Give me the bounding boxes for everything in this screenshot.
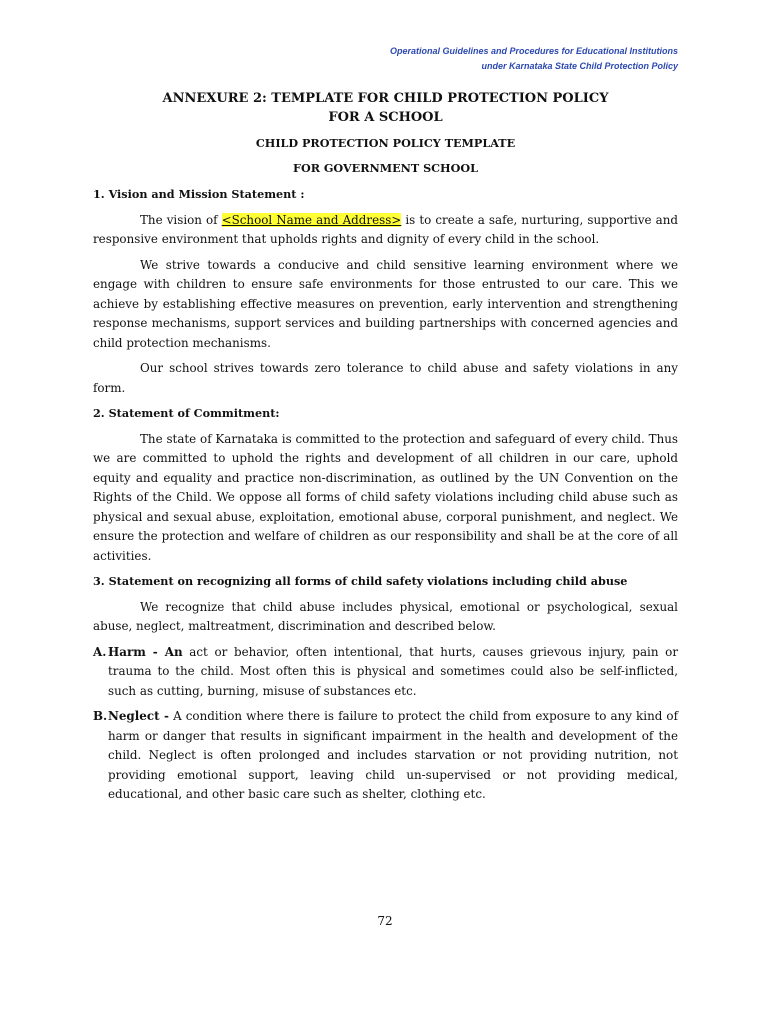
- list-item-marker: A.: [93, 644, 107, 659]
- section-3-heading: 3. Statement on recognizing all forms of child safety violations including child abuse: [93, 574, 628, 588]
- page-title-line2: FOR A SCHOOL: [328, 110, 443, 125]
- subtitle-policy-template: CHILD PROTECTION POLICY TEMPLATE: [255, 136, 516, 150]
- running-header-line1: Operational Guidelines and Procedures for Educational Institutions: [389, 46, 678, 56]
- list-item-text: A condition where there is failure to protect the child from exposure to any kind of harm or danger that results in significant impairment in the health and development of the child. Neglect is often prolonged and includes starvation or not providing nutrition, not providing emotional support, leaving child un-supervised or not providing medical, educational, and other basic care such as shelter, clothing etc.: [108, 709, 678, 801]
- school-name-placeholder: <School Name and Address>: [221, 212, 402, 227]
- section-1-paragraph-3: Our school strives towards zero tolerance to child abuse and safety violations in any form.: [93, 361, 678, 395]
- section-3-paragraph-1: We recognize that child abuse includes physical, emotional or psychological, sexual abuse, neglect, maltreatment, discrimination and described below.: [93, 599, 678, 633]
- vision-text-end: is to create a safe, nurturing, supportive and responsive environment that upholds rights and dignity of every child in the school.: [93, 212, 679, 246]
- page-content: [93, 89, 678, 811]
- list-item-neglect: [93, 707, 678, 805]
- running-header-line2: under Karnataka State Child Protection Policy: [481, 61, 678, 71]
- list-item-term: Neglect -: [108, 709, 169, 723]
- section-1-paragraph-1: [93, 211, 678, 250]
- list-item-marker: B.: [93, 709, 108, 723]
- page-number: 72: [377, 914, 393, 928]
- page-title: [93, 89, 678, 127]
- section-2-paragraph-1: The state of Karnataka is committed to the protection and safeguard of every child. Thus we are committed to uphold the rights and development of all children in our care, uphold equity and equality and practice non-discrimination, as outlined by the UN Convention on the Rights of the Child. We oppose all forms of child safety violations including child abuse such as physical and sexual abuse, exploitation, emotional abuse, corporal punishment, and neglect. We ensure the protection and welfare of children as our responsibility and shall be at the core of all activities.: [93, 431, 678, 563]
- list-item-text: act or behavior, often intentional, that hurts, causes grievous injury, pain or trauma to the child. Most often this is physical and sometimes could also be self-inflicted, such as cutting, burning, misuse of substances etc.: [108, 644, 678, 698]
- section-1-paragraph-2: We strive towards a conducive and child sensitive learning environment where we engage with children to ensure safe environments for those entrusted to our care. This we achieve by establishing effective measures on prevention, early intervention and strengthening response mechanisms, support services and building partnerships with concerned agencies and child protection mechanisms.: [93, 257, 678, 350]
- section-1-heading: 1. Vision and Mission Statement :: [93, 187, 305, 201]
- section-2-heading: 2. Statement of Commitment:: [93, 406, 280, 420]
- list-item-harm: [93, 643, 678, 702]
- list-item-term: Harm - An: [108, 644, 183, 659]
- running-header: [390, 44, 678, 74]
- page-title-line1: ANNEXURE 2: TEMPLATE FOR CHILD PROTECTION POLICY: [162, 91, 609, 106]
- vision-text-start: The vision of: [140, 212, 222, 227]
- subtitle-government-school: FOR GOVERNMENT SCHOOL: [293, 161, 478, 175]
